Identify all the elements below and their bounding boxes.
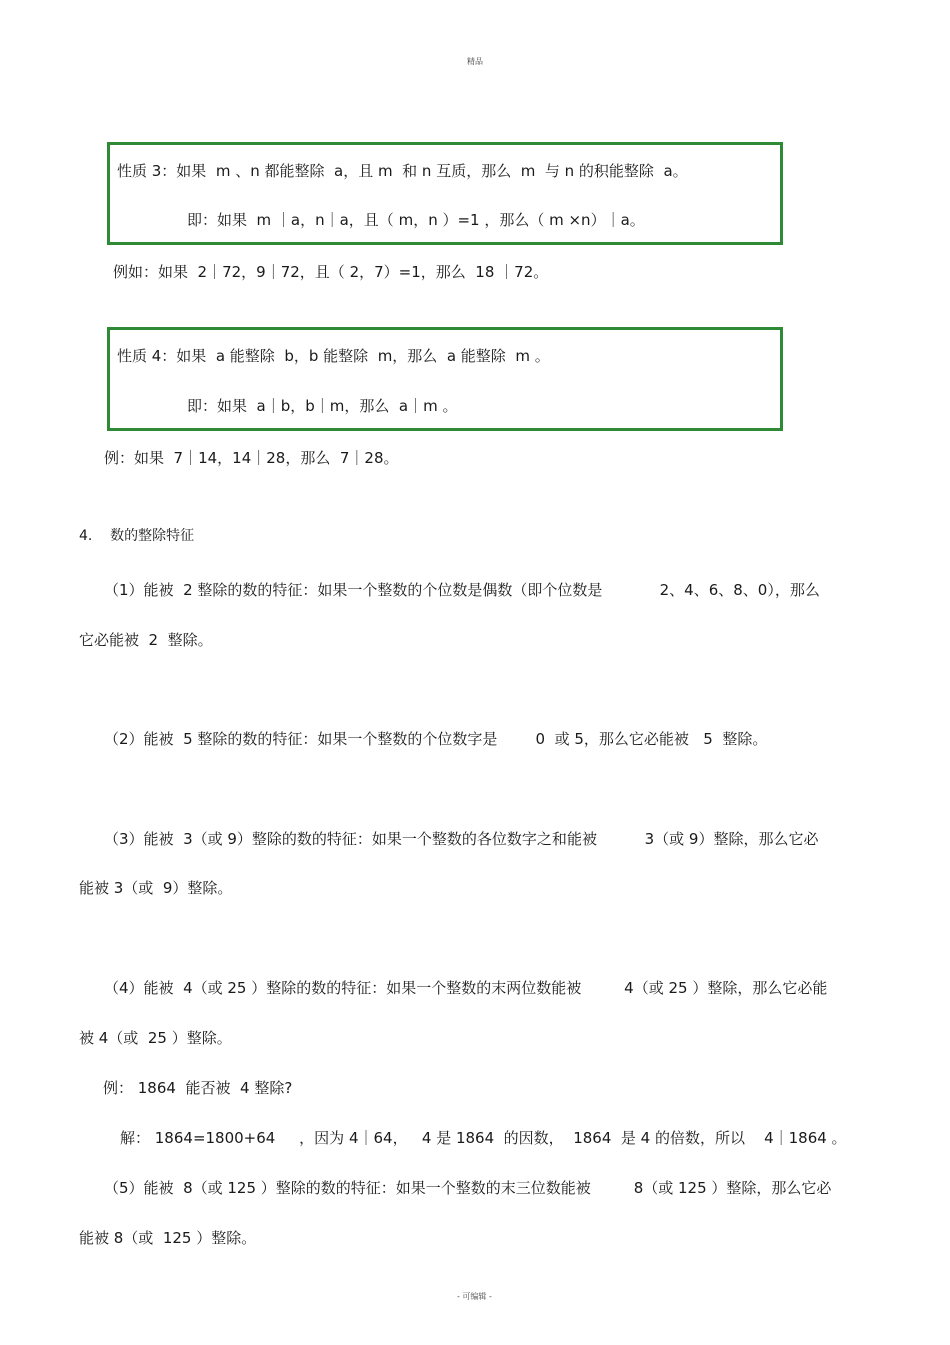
rule-3-9-line-1: （3）能被 3（或 9）整除的数的特征：如果一个整数的各位数字之和能被 3（或 9）整除，那么它必	[104, 830, 819, 848]
property-4-example: 例：如果 7｜14，14｜28，那么 7｜28。	[104, 449, 399, 467]
rule-5: （2）能被 5 整除的数的特征：如果一个整数的个位数字是 0 或 5，那么它必能被 5 整除。	[104, 730, 768, 748]
property-3-example: 例如：如果 2｜72，9｜72，且（ 2，7）=1，那么 18 ｜72。	[113, 263, 549, 281]
property-3-notation: 即：如果 m ｜a，n｜a，且（ m，n ）=1 ，那么（ m ×n）｜a。	[187, 211, 645, 229]
rule-3-9-line-2: 能被 3（或 9）整除。	[79, 879, 233, 897]
rule-4-25-line-2: 被 4（或 25 ）整除。	[79, 1029, 232, 1047]
rule-2-line-1: （1）能被 2 整除的数的特征：如果一个整数的个位数是偶数（即个位数是 2、4、6、8、0），那么	[104, 581, 820, 599]
rule-8-125-line-2: 能被 8（或 125 ）整除。	[79, 1229, 257, 1247]
rule-2-line-2: 它必能被 2 整除。	[79, 631, 213, 649]
property-4-notation: 即：如果 a｜b，b｜m，那么 a｜m 。	[187, 397, 458, 415]
property-3-box	[107, 142, 783, 245]
rule-4-example: 例： 1864 能否被 4 整除?	[103, 1079, 293, 1097]
property-4-statement: 性质 4：如果 a 能整除 b，b 能整除 m，那么 a 能整除 m 。	[117, 347, 550, 365]
rule-8-125-line-1: （5）能被 8（或 125 ）整除的数的特征：如果一个整数的末三位数能被 8（或 125 ）整除，那么它必	[104, 1179, 832, 1197]
section-title: 4. 数的整除特征	[79, 528, 195, 544]
page-header: 精品	[467, 57, 483, 66]
rule-4-25-line-1: （4）能被 4（或 25 ）整除的数的特征：如果一个整数的末两位数能被 4（或 25 ）整除，那么它必能	[104, 979, 828, 997]
page-footer: - 可编辑 -	[457, 1292, 492, 1301]
property-4-box	[107, 327, 783, 431]
property-3-statement: 性质 3：如果 m 、n 都能整除 a，且 m 和 n 互质，那么 m 与 n 的积能整除 a。	[117, 162, 688, 180]
rule-4-solution: 解： 1864=1800+64 ，因为 4｜64， 4 是 1864 的因数， 1864 是 4 的倍数，所以 4｜1864 。	[120, 1129, 847, 1147]
